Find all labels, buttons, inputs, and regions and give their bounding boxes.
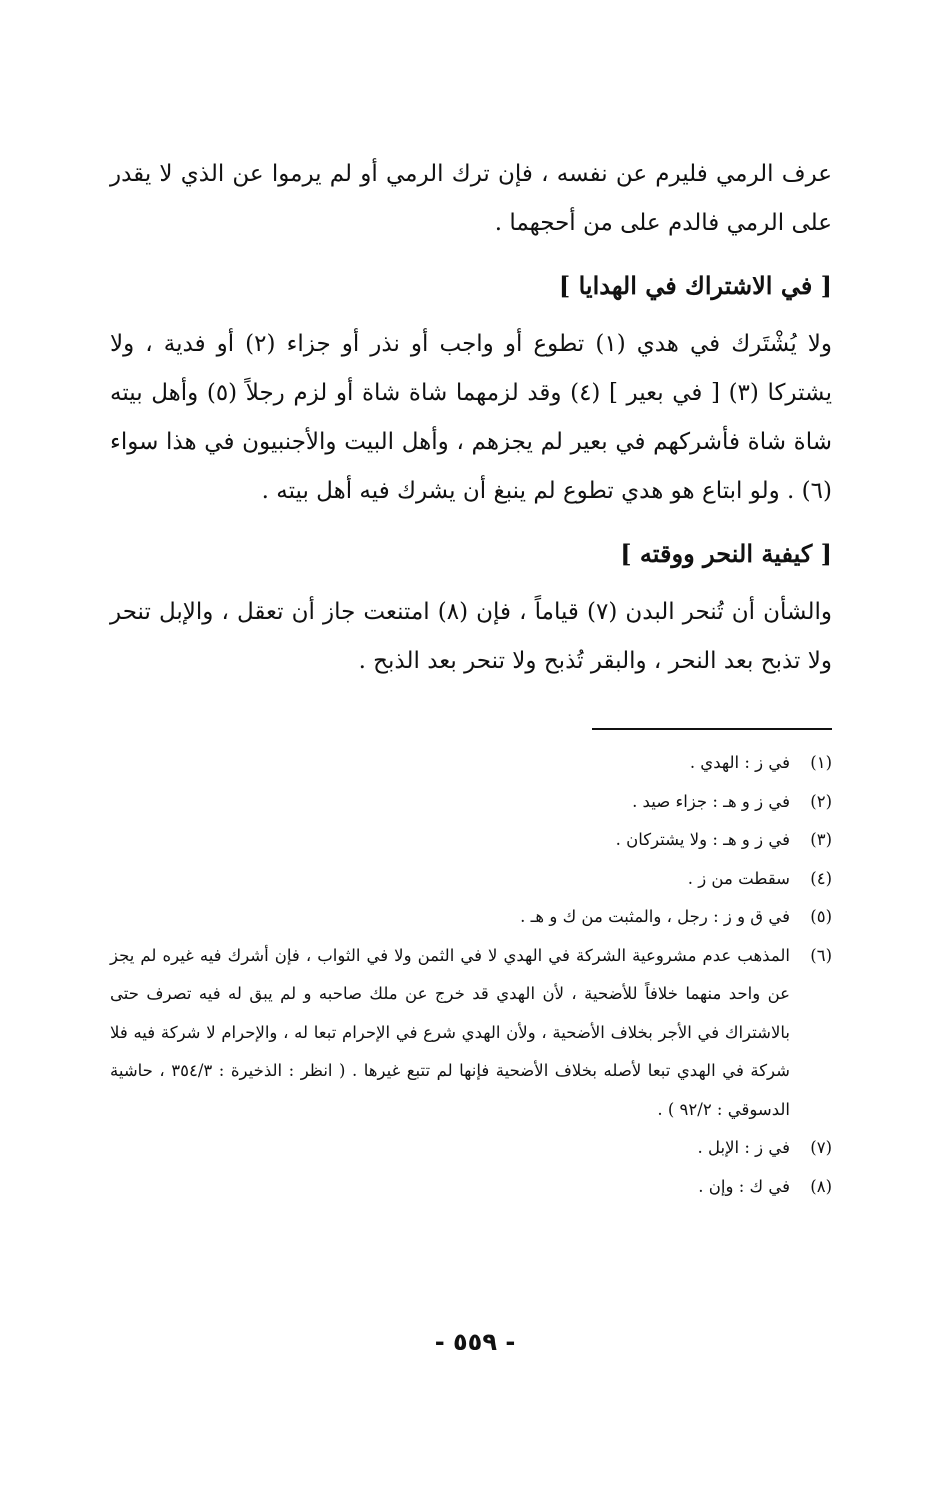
- footnote-separator: [592, 728, 832, 730]
- section-heading-manner-of-slaughter: [ كيفية النحر ووقته ]: [620, 539, 832, 568]
- footnote-number: (٧): [810, 1138, 832, 1157]
- page-content: [110, 150, 832, 1206]
- footnote-number: (١): [810, 753, 832, 772]
- footnote-number: (٣): [810, 830, 832, 849]
- footnote-6: [110, 937, 832, 1130]
- footnote-7: [110, 1129, 832, 1168]
- page-number: - ٥٥٩ -: [434, 1328, 516, 1356]
- footnote-2: [110, 783, 832, 822]
- footnote-text: سقطت من ز .: [687, 868, 790, 888]
- footnote-number: (٢): [810, 791, 832, 811]
- body-paragraph-3: والشأن أن تُنحر البدن (٧) قياماً ، فإن (٨) امتنعت جاز أن تعقل ، والإبل تنحر ولا تذبح بعد النحر ، والبقر تُذبح ولا تنحر بعد الذبح .: [110, 599, 832, 674]
- body-paragraph-1: عرف الرمي فليرم عن نفسه ، فإن ترك الرمي أو لم يرموا عن الذي لا يقدر على الرمي فالدم على من أحجهما .: [110, 161, 832, 236]
- footnote-5: [110, 898, 832, 937]
- footnote-text: في ك : وإن .: [698, 1176, 790, 1196]
- section-heading-sharing-in-offerings: [ في الاشتراك في الهدايا ]: [558, 271, 832, 300]
- footnote-text: في ق و ز : رجل ، والمثبت من ك و هـ .: [520, 907, 790, 926]
- footnote-8: [110, 1168, 832, 1207]
- footnote-text: في ز : الهدي .: [689, 753, 790, 772]
- footnote-text: في ز و هـ : ولا يشتركان .: [615, 830, 790, 849]
- footnote-1: [110, 744, 832, 783]
- footnote-4: [110, 860, 832, 899]
- body-paragraph-2: ولا يُشْتَرك في هدي (١) تطوع أو واجب أو نذر أو جزاء (٢) أو فدية ، ولا يشتركا (٣) [ في بعير ] (٤) وقد لزمهما شاة شاة أو لزم رجلاً (٥) وأهل بيته شاة شاة فأشركهم في بعير لم يجزهم ، وأهل البيت والأجنبيون في هذا سواء (٦) . ولو ابتاع هو هدي تطوع لم ينبغ أن يشرك فيه أهل بيته .: [110, 331, 833, 504]
- footnote-text: في ز : الإبل .: [697, 1138, 790, 1157]
- footnote-text: في ز و هـ : جزاء صيد .: [632, 791, 790, 811]
- footnotes: [110, 744, 832, 1206]
- footnote-number: (٤): [810, 868, 832, 888]
- footnote-number: (٨): [810, 1176, 832, 1196]
- footnote-number: (٦): [810, 945, 832, 965]
- footnote-3: [110, 821, 832, 860]
- footnote-number: (٥): [810, 907, 832, 926]
- footnote-text: المذهب عدم مشروعية الشركة في الهدي لا في الثمن ولا في الثواب ، فإن أشرك فيه غيره لم يجز عن واحد منهما خلافاً للأضحية ، لأن الهدي قد خرج عن ملك صاحبه و لم يبق له فيه تصرف حتى بالاشتراك في الأجر بخلاف الأضحية ، ولأن الهدي شرع في الإحرام تبعا له ، والإحرام لا شركة فيه فلا شركة في الهدي تبعا لأصله بخلاف الأضحية فإنها لم تتبع غيرها . ( انظر : الذخيرة : ٣٥٤/٣ ، حاشية الدسوقي : ٩٢/٢ ) .: [110, 945, 790, 1119]
